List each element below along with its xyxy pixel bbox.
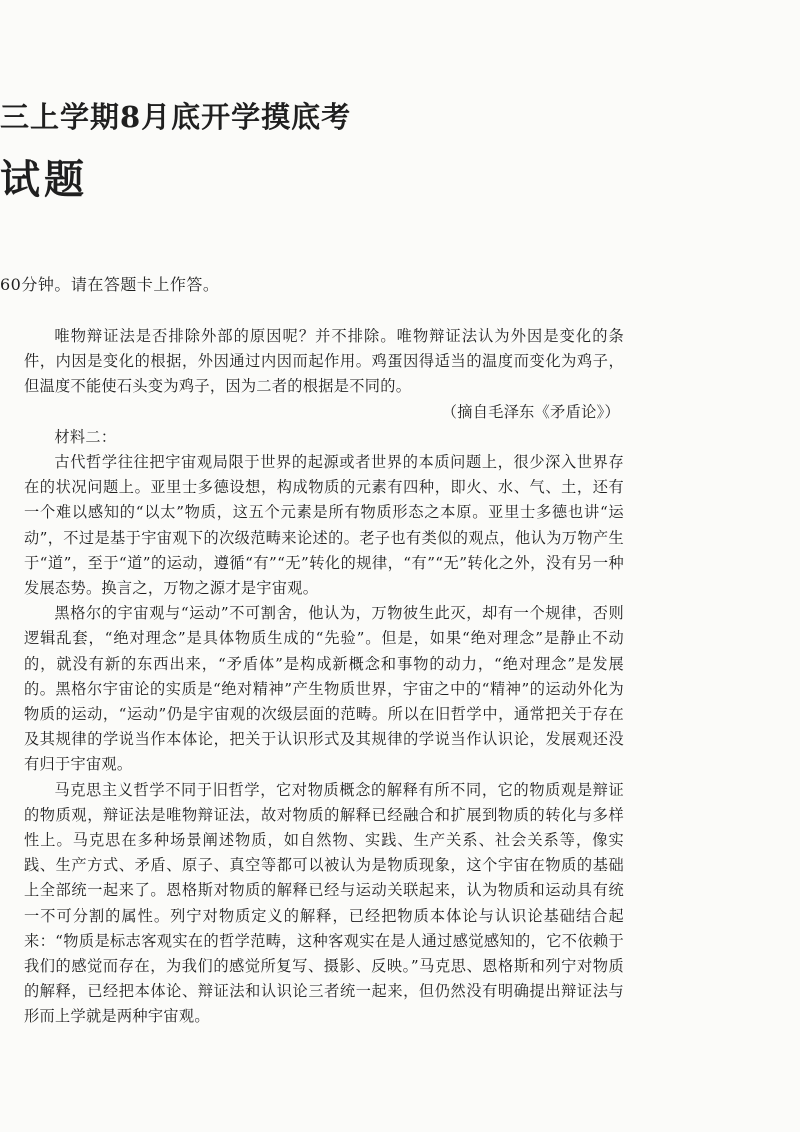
material-two-paragraph-ancient: 古代哲学往往把宇宙观局限于世界的起源或者世界的本质问题上，很少深入世界存在的状况问题上。亚里士多德设想，构成物质的元素有四种，即火、水、气、土，还有一个难以感知的“以太”物质，这五个元素是所有物质形态之本原。亚里士多德也讲“运动”，不过是基于宇宙观下的次级范畴来论述的。老子也有类似的观点，他认为万物产生于“道”，至于“道”的运动，遵循“有”“无”转化的规律，“有”“无”转化之外，没有另一种发展态势。换言之，万物之源才是宇宙观。 <box>24 453 624 598</box>
reading-material <box>24 324 624 1030</box>
exam-instruction: 60分钟。请在答题卡上作答。 <box>0 275 220 294</box>
material-one-paragraph: 唯物辩证法是否排除外部的原因呢？并不排除。唯物辩证法认为外因是变化的条件，内因是变化的根据，外因通过内因而起作用。鸡蛋因得适当的温度而变化为鸡子，但温度不能使石头变为鸡子，因为二者的根据是不同的。 <box>24 327 624 396</box>
material-two-label: 材料二： <box>54 427 117 446</box>
material-two-paragraph-marxism: 马克思主义哲学不同于旧哲学，它对物质概念的解释有所不同，它的物质观是辩证的物质观，辩证法是唯物辩证法，故对物质的解释已经融合和扩展到物质的转化与多样性上。马克思在多种场景阐述物质，如自然物、实践、生产关系、社会关系等，像实践、生产方式、矛盾、原子、真空等都可以被认为是物质现象，这个宇宙在物质的基础上全部统一起来了。恩格斯对物质的解释已经与运动关联起来，认为物质和运动具有统一不可分割的属性。列宁对物质定义的解释，已经把物质本体论与认识论基础结合起来：“物质是标志客观实在的哲学范畴，这种客观实在是人通过感觉感知的，它不依赖于我们的感觉而存在，为我们的感觉所复写、摄影、反映。”马克思、恩格斯和列宁对物质的解释，已经把本体论、辩证法和认识论三者统一起来，但仍然没有明确提出辩证法与形而上学就是两种宇宙观。 <box>24 780 624 1026</box>
material-two-paragraph-hegel: 黑格尔的宇宙观与“运动”不可割舍，他认为，万物彼生此灭，却有一个规律，否则逻辑乱套，“绝对理念”是具体物质生成的“先验”。但是，如果“绝对理念”是静止不动的，就没有新的东西出来，“矛盾体”是构成新概念和事物的动力，“绝对理念”是发展的。黑格尔宇宙论的实质是“绝对精神”产生物质世界，宇宙之中的“精神”的运动外化为物质的运动，“运动”仍是宇宙观的次级层面的范畴。所以在旧哲学中，通常把关于存在及其规律的学说当作本体论，把关于认识形式及其规律的学说当作认识论，发展观还没有归于宇宙观。 <box>24 604 624 774</box>
exam-header-title: 三上学期8月底开学摸底考 <box>0 100 352 134</box>
material-one-source: （摘自毛泽东《矛盾论》） <box>441 402 620 421</box>
exam-subject-title: 试题 <box>0 156 88 203</box>
